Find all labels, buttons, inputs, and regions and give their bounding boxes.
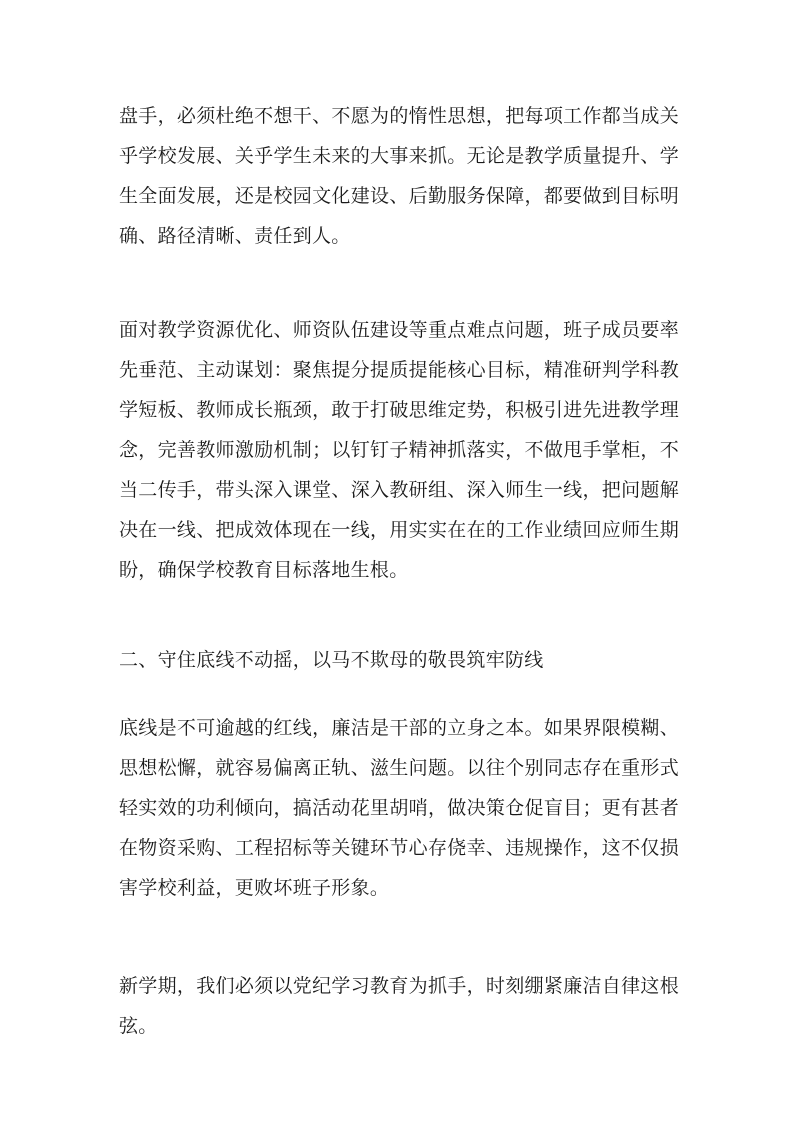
body-paragraph-3: 底线是不可逾越的红线，廉洁是干部的立身之本。如果界限模糊、思想松懈，就容易偏离正轨、滋生问题。以往个别同志存在重形式轻实效的功利倾向，搞活动花里胡哨，做决策仓促盲目；更有甚者在物资采购、工程招标等关键环节心存侥幸、违规操作，这不仅损害学校利益，更败坏班子形象。 <box>119 717 679 899</box>
body-paragraph-2: 面对教学资源优化、师资队伍建设等重点难点问题，班子成员要率先垂范、主动谋划：聚焦提分提质提能核心目标，精准研判学科教学短板、教师成长瓶颈，敢于打破思维定势，积极引进先进教学理念，完善教师激励机制；以钉钉子精神抓落实，不做甩手掌柜，不当二传手，带头深入课堂、深入教研组、深入师生一线，把问题解决在一线、把成效体现在一线，用实实在在的工作业绩回应师生期盼，确保学校教育目标落地生根。 <box>119 319 679 581</box>
body-paragraph-1: 盘手，必须杜绝不想干、不愿为的惰性思想，把每项工作都当成关乎学校发展、关乎学生未来的大事来抓。无论是教学质量提升、学生全面发展，还是校园文化建设、后勤服务保障，都要做到目标明确、路径清晰、责任到人。 <box>119 105 679 247</box>
section-heading-2: 二、守住底线不动摇，以马不欺母的敬畏筑牢防线 <box>119 649 544 671</box>
body-paragraph-4: 新学期，我们必须以党纪学习教育为抓手，时刻绷紧廉洁自律这根弦。 <box>119 975 679 1037</box>
